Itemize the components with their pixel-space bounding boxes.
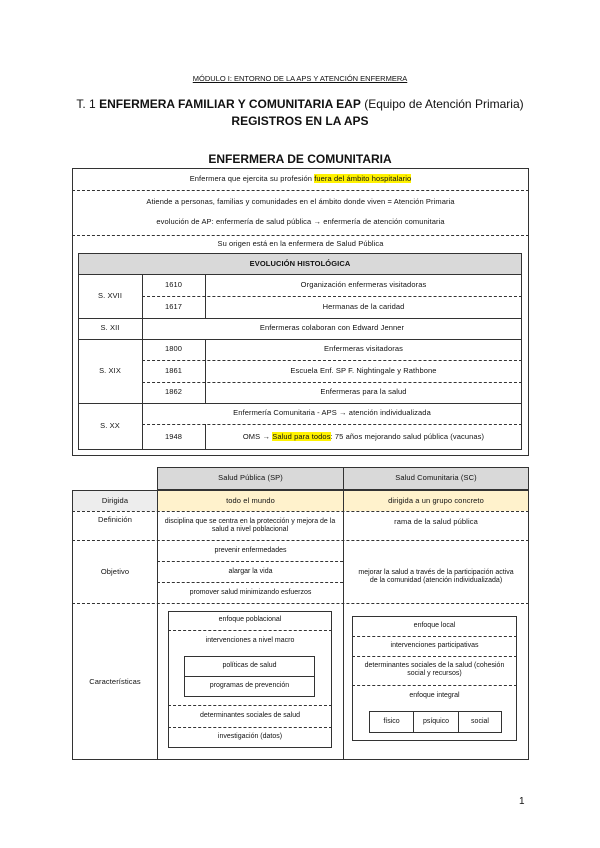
row-label-definicion: Definición [98,515,132,524]
sc-car-3: determinantes sociales de la salud (cohesión social y recursos) [364,661,505,677]
sp-definicion: disciplina que se centra en la protección y mejora de la salud a nivel poblacional [164,517,336,533]
evolution-text: evolución de AP: enfermería de salud pública → enfermería de atención comunitaria [156,216,445,226]
history-header: EVOLUCIÓN HISTOLÓGICA [79,254,521,274]
header-salud-comunitaria: Salud Comunitaria (SC) [343,467,529,490]
sc-car-1: enfoque local [413,621,456,629]
sc-definicion: rama de la salud pública [394,516,478,526]
sp-objetivo-3: promover salud minimizando esfuerzos [189,588,312,596]
sc-car-4c: social [471,717,489,725]
sp-car-4: investigación (datos) [217,733,283,741]
year-1617: 1617 [164,302,183,312]
event-1862: Enfermeras para la salud [320,387,407,397]
divider [352,656,517,657]
title-bold: ENFERMERA FAMILIAR Y COMUNITARIA EAP [99,97,361,111]
century-xx: S. XX [100,421,120,431]
divider [352,685,517,686]
sc-car-4a: físico [383,717,400,725]
event-jenner: Enfermeras colaboran con Edward Jenner [259,323,405,333]
oms-suffix: : 75 años mejorando salud pública (vacunas) [330,431,485,441]
event-1800: Enfermeras visitadoras [324,344,403,354]
event-1948 [205,424,522,450]
row-label-objetivo: Objetivo [100,566,130,576]
sc-car-4b: psíquico [422,717,450,725]
sc-car-2: intervenciones participativas [390,641,479,649]
event-1861: Escuela Enf. SP F. Nightingale y Rathbone [290,365,437,375]
attends-text: Atiende a personas, familias y comunidades en el ámbito donde viven = Atención Primaria [146,196,455,206]
century-xii: S. XII [100,323,120,333]
title-prefix: T. 1 [76,97,100,111]
definition-prefix: Enfermera que ejercita su profesión [189,173,315,183]
divider [72,190,529,191]
sp-car-2: intervenciones a nivel macro [205,636,295,644]
event-1610: Organización enfermeras visitadoras [300,279,427,289]
row-label-caracteristicas: Características [89,676,141,686]
event-aps: Enfermería Comunitaria - APS → atención individualizada [233,408,431,418]
year-1800: 1800 [164,344,183,354]
section-title: ENFERMERA DE COMUNITARIA [208,152,392,166]
header-salud-publica: Salud Pública (SP) [157,467,343,490]
page-title [0,97,600,111]
row-label-dirigida: Dirigida [73,491,157,511]
century-xvii: S. XVII [97,290,123,300]
sp-objetivo-1: prevenir enfermedades [214,546,287,554]
origin-text: Su origen está en la enfermera de Salud Pública [217,239,384,249]
year-1948: 1948 [164,431,183,441]
title-suffix: (Equipo de Atención Primaria) [360,97,524,111]
definition-row [72,168,529,190]
event-1617: Hermanas de la caridad [322,302,405,312]
sp-car-2b: programas de prevención [209,682,290,690]
year-1862: 1862 [164,387,183,397]
oms-highlight: Salud para todos [272,431,331,441]
sc-car-4: enfoque integral [409,691,460,699]
divider [157,490,158,760]
sc-dirigida: dirigida a un grupo concreto [344,491,528,511]
page-subtitle: REGISTROS EN LA APS [231,114,369,128]
oms-prefix: OMS → [242,431,273,441]
page-number: 1 [519,796,525,807]
sp-car-1: enfoque poblacional [218,616,282,624]
sp-car-2a: políticas de salud [222,662,277,670]
module-header: MÓDULO I: ENTORNO DE LA APS Y ATENCIÓN ENFERMERA [192,74,408,83]
sp-objetivo-2: alargar la vida [228,567,273,575]
sp-car-3: determinantes sociales de salud [199,711,300,719]
sc-objetivo: mejorar la salud a través de la participación activa de la comunidad (atención individualizada) [358,568,514,584]
divider [168,630,332,631]
year-1610: 1610 [164,279,183,289]
definition-highlight: fuera del ámbito hospitalario [314,173,412,183]
century-xix: S. XIX [99,365,121,375]
year-1861: 1861 [164,365,183,375]
sp-dirigida: todo el mundo [158,491,343,511]
